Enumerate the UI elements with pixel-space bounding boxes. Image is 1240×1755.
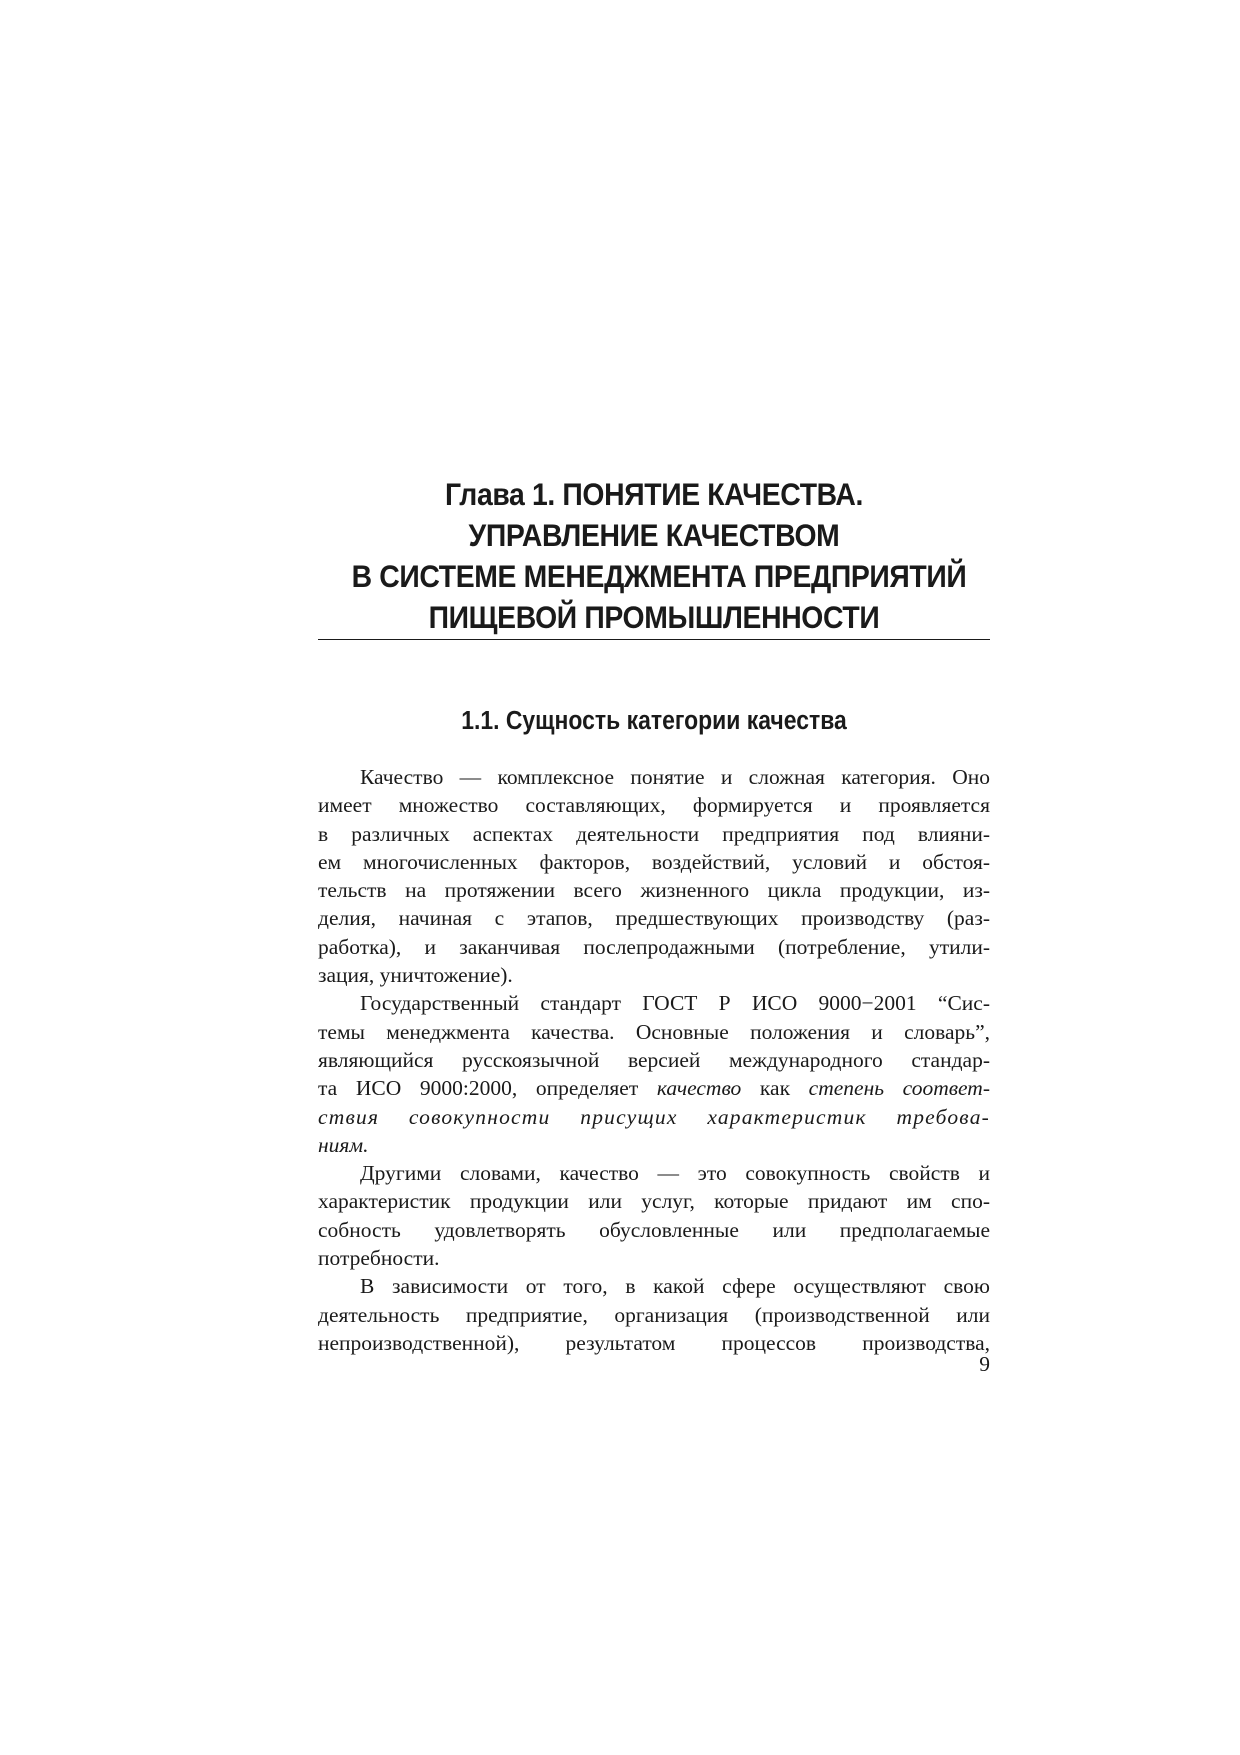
paragraph-line: делия, начиная с этапов, предшествующих производству (раз- — [318, 906, 990, 931]
chapter-title-line: Глава 1. ПОНЯТИЕ КАЧЕСТВА. — [444, 476, 863, 512]
paragraph-line: работка), и заканчивая послепродажными (потребление, утили- — [318, 934, 990, 959]
paragraph-line: собность удовлетворять обусловленные или предполагаемые — [318, 1217, 990, 1242]
paragraph-line: потребности. — [318, 1246, 440, 1271]
definition-start: степень соответ- — [808, 1076, 990, 1101]
paragraph-line: ем многочисленных факторов, воздействий, условий и обстоя- — [318, 849, 990, 874]
section-title: 1.1. Сущность категории качества — [461, 707, 847, 735]
paragraph-line: Качество — комплексное понятие и сложная категория. Оно — [360, 765, 990, 789]
chapter-title-line: УПРАВЛЕНИЕ КАЧЕСТВОМ — [468, 517, 840, 553]
paragraph-line: В зависимости от того, в какой сфере осуществляют свою — [360, 1274, 990, 1299]
paragraph-line: тельств на протяжении всего жизненного цикла продукции, из- — [318, 878, 990, 903]
text-segment: та ИСО 9000:2000, определяет — [318, 1076, 657, 1101]
paragraph-line: темы менеджмента качества. Основные положения и словарь”, — [318, 1019, 990, 1044]
text-segment: как — [741, 1076, 809, 1101]
paragraph-line: Другими словами, качество — это совокупность свойств и — [360, 1161, 990, 1186]
paragraph-line: непроизводственной), результатом процессов производства, — [318, 1330, 990, 1355]
term-quality: качество — [656, 1076, 742, 1101]
paragraph-line: в различных аспектах деятельности предприятия под влияни- — [318, 821, 990, 846]
chapter-title-line: В СИСТЕМЕ МЕНЕДЖМЕНТА ПРЕДПРИЯТИЙ — [351, 558, 967, 594]
definition-line: ствия совокупности присущих характеристик требова- — [318, 1104, 990, 1129]
paragraph-line: зация, уничтожение). — [318, 963, 513, 988]
paragraph-line — [318, 1074, 990, 1102]
paragraph-line: деятельность предприятие, организация (производственной или — [318, 1302, 990, 1327]
definition-line: ниям. — [318, 1132, 369, 1157]
paragraph-line: характеристик продукции или услуг, которые придают им спо- — [318, 1189, 990, 1214]
paragraph-line: являющийся русскоязычной версией международного стандар- — [318, 1047, 990, 1072]
chapter-divider — [318, 639, 990, 640]
chapter-title-line: ПИЩЕВОЙ ПРОМЫШЛЕННОСТИ — [428, 599, 880, 635]
body-text — [318, 763, 990, 1357]
chapter-title — [351, 474, 967, 638]
paragraph-line: имеет множество составляющих, формируется и проявляется — [318, 793, 990, 818]
paragraph-line: Государственный стандарт ГОСТ Р ИСО 9000−2001 “Сис- — [360, 991, 990, 1016]
page-number: 9 — [979, 1352, 990, 1376]
